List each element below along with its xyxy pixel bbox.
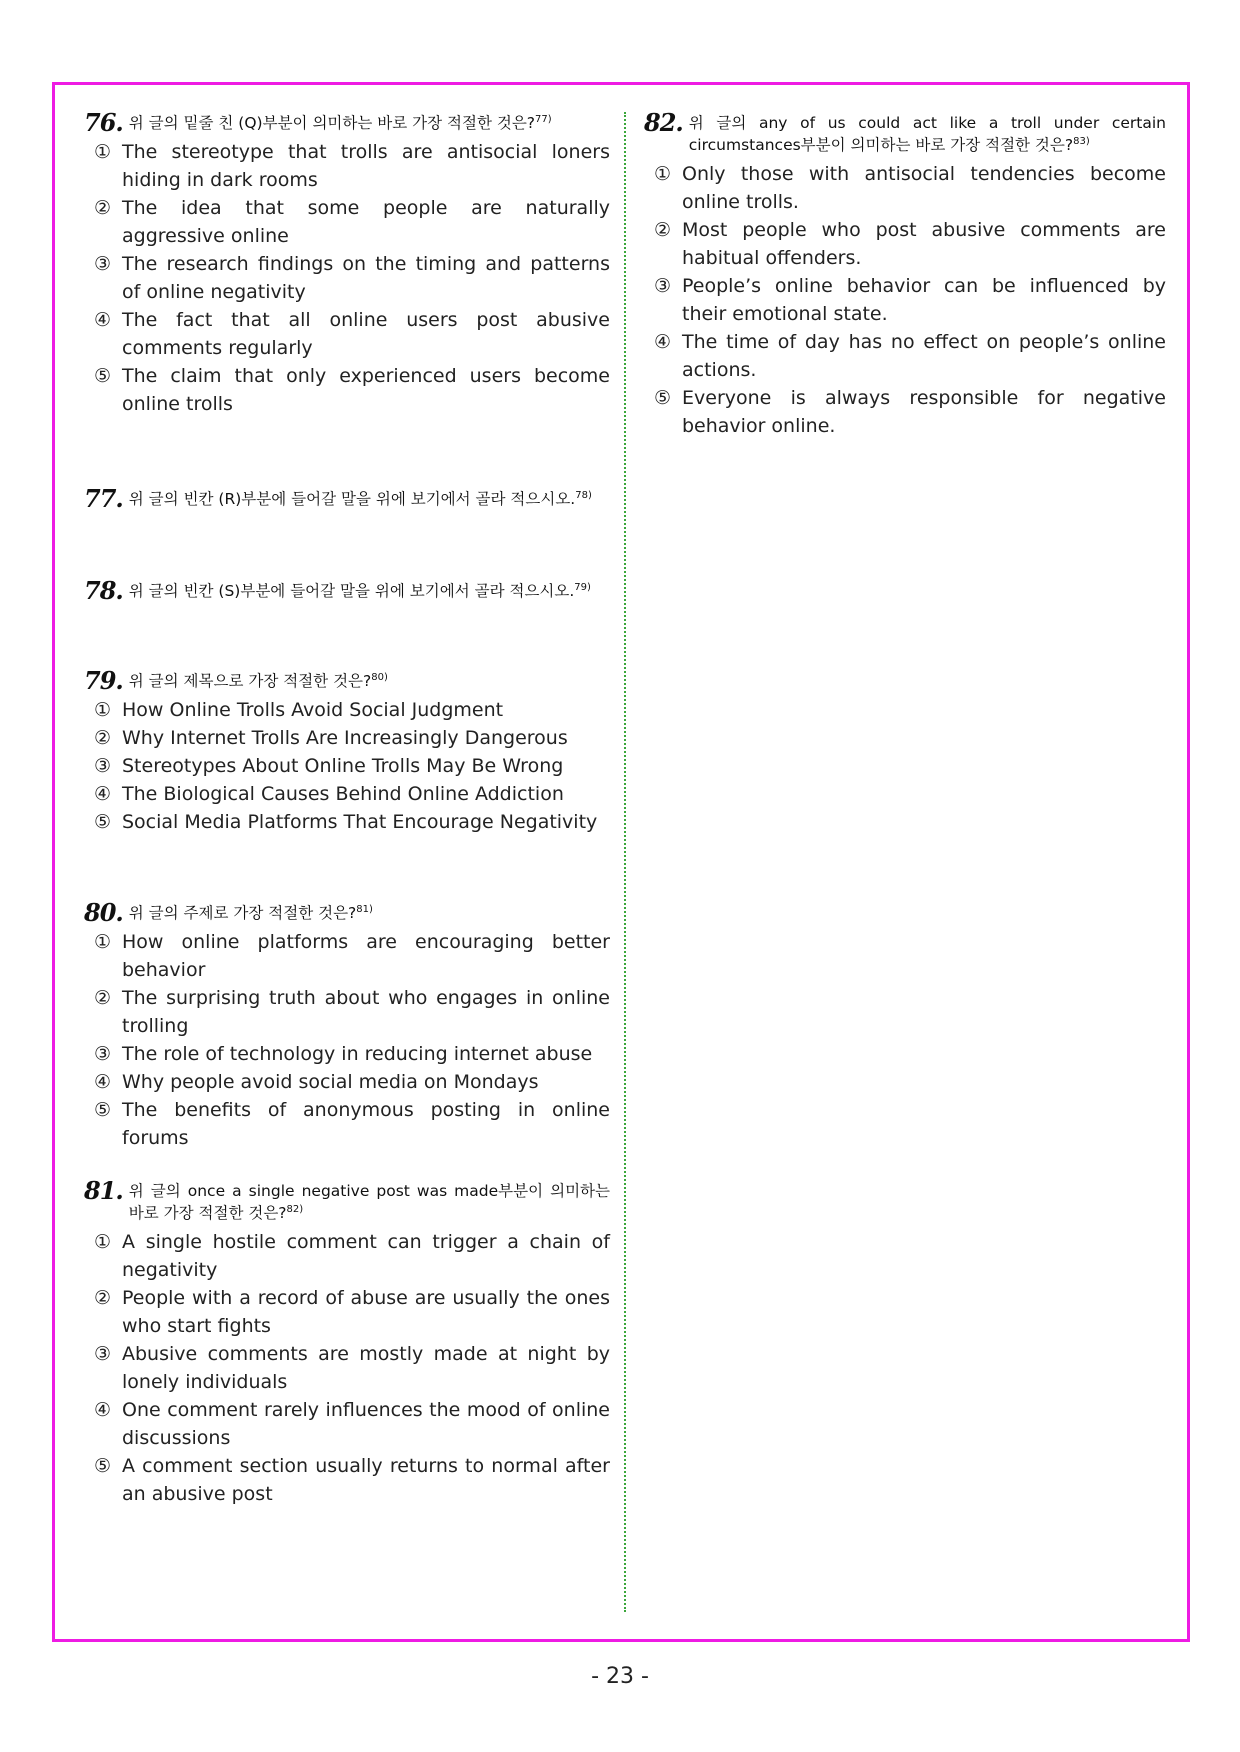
option-marker: ① <box>94 141 112 163</box>
option-text: Most people who post abusive comments are habitual offenders. <box>682 219 1166 269</box>
option-marker: ⑤ <box>94 365 112 387</box>
answer-option[interactable] <box>644 216 1166 272</box>
option-marker: ③ <box>94 755 112 777</box>
option-marker: ④ <box>654 331 672 353</box>
answer-option[interactable] <box>84 194 610 250</box>
question-header <box>84 1176 610 1224</box>
question-prompt <box>129 112 610 134</box>
option-text: Stereotypes About Online Trolls May Be Wrong <box>122 755 564 777</box>
option-marker: ② <box>94 197 112 219</box>
option-text: Why Internet Trolls Are Increasingly Dangerous <box>122 727 568 749</box>
option-text: Only those with antisocial tendencies become online trolls. <box>682 163 1166 213</box>
question-text: 위 글의 제목으로 가장 적절한 것은? <box>128 672 372 690</box>
option-marker: ② <box>94 987 112 1009</box>
option-marker: ① <box>94 699 112 721</box>
question-number: 79. <box>84 666 123 695</box>
option-marker: ④ <box>94 783 112 805</box>
question-prompt <box>129 902 610 924</box>
answer-option[interactable] <box>84 984 610 1040</box>
question-prompt <box>689 112 1166 156</box>
footnote-ref: 83) <box>1073 135 1090 147</box>
page-number: - 23 - <box>591 1664 649 1689</box>
answer-option[interactable] <box>644 384 1166 440</box>
question-79 <box>84 666 610 836</box>
answer-option[interactable] <box>84 808 610 836</box>
answer-option[interactable] <box>84 362 610 418</box>
question-76 <box>84 108 610 418</box>
answer-option[interactable] <box>84 752 610 780</box>
column-divider <box>624 112 626 1612</box>
option-text: The Biological Causes Behind Online Addiction <box>122 783 564 805</box>
option-marker: ① <box>654 163 672 185</box>
option-marker: ④ <box>94 309 112 331</box>
option-marker: ③ <box>94 253 112 275</box>
question-number: 81. <box>84 1176 123 1205</box>
question-number: 77. <box>84 484 123 513</box>
option-text: How online platforms are encouraging better behavior <box>122 931 610 981</box>
option-marker: ⑤ <box>94 811 112 833</box>
question-header <box>84 108 610 137</box>
option-marker: ② <box>94 727 112 749</box>
option-text: Everyone is always responsible for negative behavior online. <box>682 387 1166 437</box>
option-text: The research findings on the timing and patterns of online negativity <box>122 253 610 303</box>
answer-option[interactable] <box>644 328 1166 384</box>
answer-option[interactable] <box>84 1284 610 1340</box>
answer-options <box>644 160 1166 440</box>
option-text: The claim that only experienced users become online trolls <box>122 365 610 415</box>
footnote-ref: 82) <box>286 1203 304 1215</box>
option-marker: ④ <box>94 1071 112 1093</box>
option-text: The fact that all online users post abusive comments regularly <box>122 309 610 359</box>
option-text: Abusive comments are mostly made at night by lonely individuals <box>122 1343 610 1393</box>
question-text: 위 글의 once a single negative post was made부분이 의미하는 바로 가장 적절한 것은? <box>128 1182 610 1222</box>
question-prompt <box>129 488 610 510</box>
question-82 <box>644 108 1166 440</box>
answer-option[interactable] <box>644 272 1166 328</box>
question-text: 위 글의 밑줄 친 (Q)부분이 의미하는 바로 가장 적절한 것은? <box>128 114 536 132</box>
footnote-ref: 77) <box>535 113 552 125</box>
question-number: 78. <box>84 576 123 605</box>
option-marker: ② <box>94 1287 112 1309</box>
answer-option[interactable] <box>84 1396 610 1452</box>
footnote-ref: 79) <box>574 581 591 593</box>
answer-option[interactable] <box>84 1068 610 1096</box>
question-78 <box>84 576 610 605</box>
option-text: How Online Trolls Avoid Social Judgment <box>122 699 504 721</box>
option-text: The surprising truth about who engages in online trolling <box>122 987 610 1037</box>
option-text: The time of day has no effect on people’s online actions. <box>682 331 1166 381</box>
option-marker: ③ <box>94 1043 112 1065</box>
question-number: 76. <box>84 108 123 137</box>
question-header <box>84 898 610 927</box>
option-marker: ⑤ <box>654 387 672 409</box>
question-prompt <box>129 670 610 692</box>
answer-option[interactable] <box>84 724 610 752</box>
question-text: 위 글의 빈칸 (S)부분에 들어갈 말을 위에 보기에서 골라 적으시오. <box>128 582 575 600</box>
question-text: 위 글의 주제로 가장 적절한 것은? <box>128 904 357 922</box>
question-number: 82. <box>644 108 683 137</box>
answer-options <box>84 1228 610 1508</box>
option-text: The benefits of anonymous posting in online forums <box>122 1099 610 1149</box>
answer-option[interactable] <box>84 306 610 362</box>
question-text: 위 글의 any of us could act like a troll under certain circumstances부분이 의미하는 바로 가장 적절한 것은? <box>688 114 1166 154</box>
footnote-ref: 80) <box>371 671 388 683</box>
question-text: 위 글의 빈칸 (R)부분에 들어갈 말을 위에 보기에서 골라 적으시오. <box>128 490 576 508</box>
option-text: The idea that some people are naturally aggressive online <box>122 197 610 247</box>
answer-option[interactable] <box>644 160 1166 216</box>
option-marker: ③ <box>654 275 672 297</box>
answer-options <box>84 928 610 1152</box>
answer-option[interactable] <box>84 928 610 984</box>
question-81 <box>84 1176 610 1508</box>
question-header <box>84 576 610 605</box>
question-header <box>84 666 610 695</box>
answer-option[interactable] <box>84 138 610 194</box>
option-text: The stereotype that trolls are antisocial loners hiding in dark rooms <box>122 141 610 191</box>
option-text: Social Media Platforms That Encourage Negativity <box>122 811 598 833</box>
question-header <box>84 484 610 513</box>
answer-options <box>84 138 610 418</box>
option-text: People with a record of abuse are usually the ones who start fights <box>122 1287 610 1337</box>
answer-option[interactable] <box>84 780 610 808</box>
option-text: A comment section usually returns to normal after an abusive post <box>122 1455 610 1505</box>
answer-option[interactable] <box>84 1452 610 1508</box>
answer-option[interactable] <box>84 250 610 306</box>
option-marker: ② <box>654 219 672 241</box>
question-77 <box>84 484 610 513</box>
footnote-ref: 81) <box>356 903 373 915</box>
question-prompt <box>129 580 610 602</box>
option-marker: ③ <box>94 1343 112 1365</box>
answer-options <box>84 696 610 836</box>
answer-option[interactable] <box>84 1228 610 1284</box>
question-header <box>644 108 1166 156</box>
option-text: Why people avoid social media on Mondays <box>122 1071 539 1093</box>
question-80 <box>84 898 610 1152</box>
question-number: 80. <box>84 898 123 927</box>
option-text: One comment rarely influences the mood of online discussions <box>122 1399 610 1449</box>
answer-option[interactable] <box>84 1340 610 1396</box>
answer-option[interactable] <box>84 1040 610 1068</box>
option-marker: ① <box>94 931 112 953</box>
question-prompt <box>129 1180 610 1224</box>
option-marker: ① <box>94 1231 112 1253</box>
option-text: The role of technology in reducing internet abuse <box>122 1043 593 1065</box>
option-marker: ⑤ <box>94 1455 112 1477</box>
option-marker: ⑤ <box>94 1099 112 1121</box>
option-marker: ④ <box>94 1399 112 1421</box>
option-text: People’s online behavior can be influenced by their emotional state. <box>682 275 1166 325</box>
answer-option[interactable] <box>84 696 610 724</box>
option-text: A single hostile comment can trigger a chain of negativity <box>122 1231 610 1281</box>
footnote-ref: 78) <box>575 489 592 501</box>
answer-option[interactable] <box>84 1096 610 1152</box>
